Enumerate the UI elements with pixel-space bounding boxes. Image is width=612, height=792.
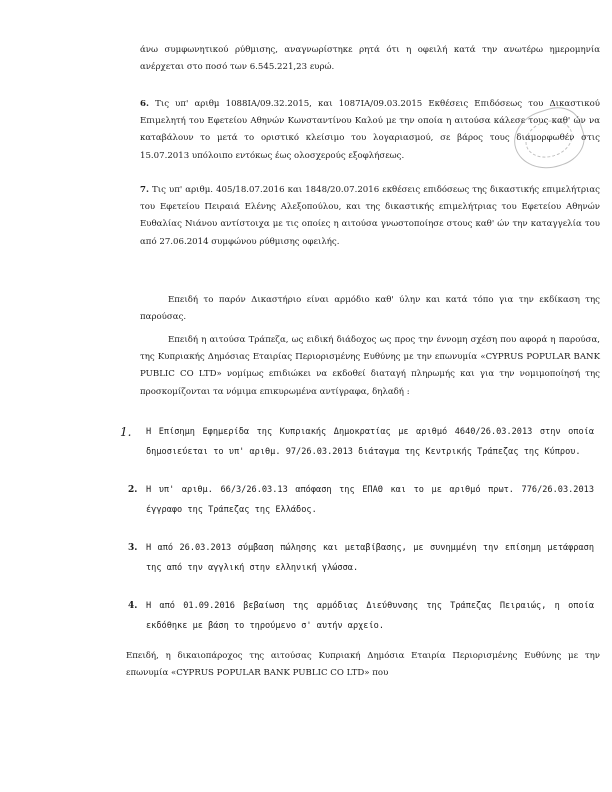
paragraph-legitimation <box>140 332 600 401</box>
list-item-1 <box>120 422 594 462</box>
list-item-3 <box>128 538 594 578</box>
paragraph-final <box>126 648 600 682</box>
paragraph-number: 6. <box>140 99 149 109</box>
list-item-number: 2. <box>128 485 138 495</box>
list-item-4 <box>128 596 594 636</box>
paragraph-7 <box>140 182 600 251</box>
list-item-text: Η υπ' αριθμ. 66/3/26.03.13 απόφαση της ΕΠΑΘ και το με αριθμό πρωτ. 776/26.03.2013 έγγραφο της Τράπεζας της Ελλάδος. <box>146 485 594 515</box>
paragraph-text: Επειδή η αιτούσα Τράπεζα, ως ειδική διάδοχος ως προς την έννομη σχέση που αφορά η παρούσα, της Κυπριακής Δημόσιας Εταιρίας Περιορισμένης Ευθύνης με την επωνυμία «CYPRUS POPULAR BANK PUBLIC CO LTD» νομίμως επιδιώκει να εκδοθεί διαταγή πληρωμής και για την νομιμοποίησή της προσκομίζονται τα νόμιμα επικυρωμένα αντίγραφα, δηλαδή : <box>140 335 600 397</box>
paragraph-6 <box>140 96 600 165</box>
list-item-text: Η από 01.09.2016 βεβαίωση της αρμόδιας Διεύθυνσης της Τράπεζας Πειραιώς, η οποία εκδόθηκε με βάση το τηρούμενο σ' αυτήν αρχείο. <box>146 601 594 631</box>
paragraph-text: Τις υπ' αριθμ. 405/18.07.2016 και 1848/20.07.2016 εκθέσεις επιδόσεως της δικαστικής επιμελήτριας του Εφετείου Πειραιά Ελένης Αλεξοπούλου, και της δικαστικής επιμελήτριας του Εφετείου Αθηνών Ευθαλίας Νιάνου αντίστοιχα με τις οποίες η αιτούσα γνωστοποίησε στους καθ' ών την καταγγελία του από 27.06.2014 συμφώνου ρύθμισης οφειλής. <box>140 185 600 247</box>
list-item-number: 1. <box>120 425 132 439</box>
paragraph-text: Επειδή, η δικαιοπάροχος της αιτούσας Κυπριακή Δημόσια Εταιρία Περιορισμένης Ευθύνης με την επωνυμία «CYPRUS POPULAR BANK PUBLIC CO LTD» που <box>126 651 600 679</box>
paragraph-text: Τις υπ' αριθμ 1088ΙΑ/09.32.2015, και 1087ΙΑ/09.03.2015 Εκθέσεις Επιδόσεως του Δικαστικού Επιμελητή του Εφετείου Αθηνών Κωνσταντίνου Καλού με την οποία η αιτούσα κάλεσε τους καθ' ών να καταβάλουν το μετά τo οριστικό κλείσιμο του λογαριασμού, σε βάρος τους διαμορφωθέν στις 15.07.2013 υπόλοιπο εντόκως έως ολοσχερούς εξοφλήσεως. <box>140 99 600 161</box>
list-item-text: Η Επίσημη Εφημερίδα της Κυπριακής Δημοκρατίας με αριθμό 4640/26.03.2013 στην οποία δημοσιεύεται το υπ' αριθμ. 97/26.03.2013 διάταγμα της Κεντρικής Τράπεζας της Κύπρου. <box>146 427 594 457</box>
paragraph-jurisdiction <box>140 292 600 326</box>
paragraph-text: Επειδή το παρόν Δικαστήριο είναι αρμόδιο καθ' ύλην και κατά τόπο για την εκδίκαση της παρούσας. <box>140 295 600 323</box>
paragraph-continuation <box>140 42 600 76</box>
list-item-2 <box>128 480 594 520</box>
list-item-number: 3. <box>128 543 138 553</box>
list-item-text: Η από 26.03.2013 σύμβαση πώλησης και μεταβίβασης, με συνημμένη την επίσημη μετάφραση της από την αγγλική στην ελληνική γλώσσα. <box>146 543 594 573</box>
list-item-number: 4. <box>128 601 138 611</box>
paragraph-number: 7. <box>140 185 149 195</box>
paragraph-text: άνω συμφωνητικού ρύθμισης, αναγνωρίστηκε ρητά ότι η οφειλή κατά την ανωτέρω ημερομηνία ανέρχεται στο ποσό των 6.545.221,23 ευρώ. <box>140 45 600 73</box>
